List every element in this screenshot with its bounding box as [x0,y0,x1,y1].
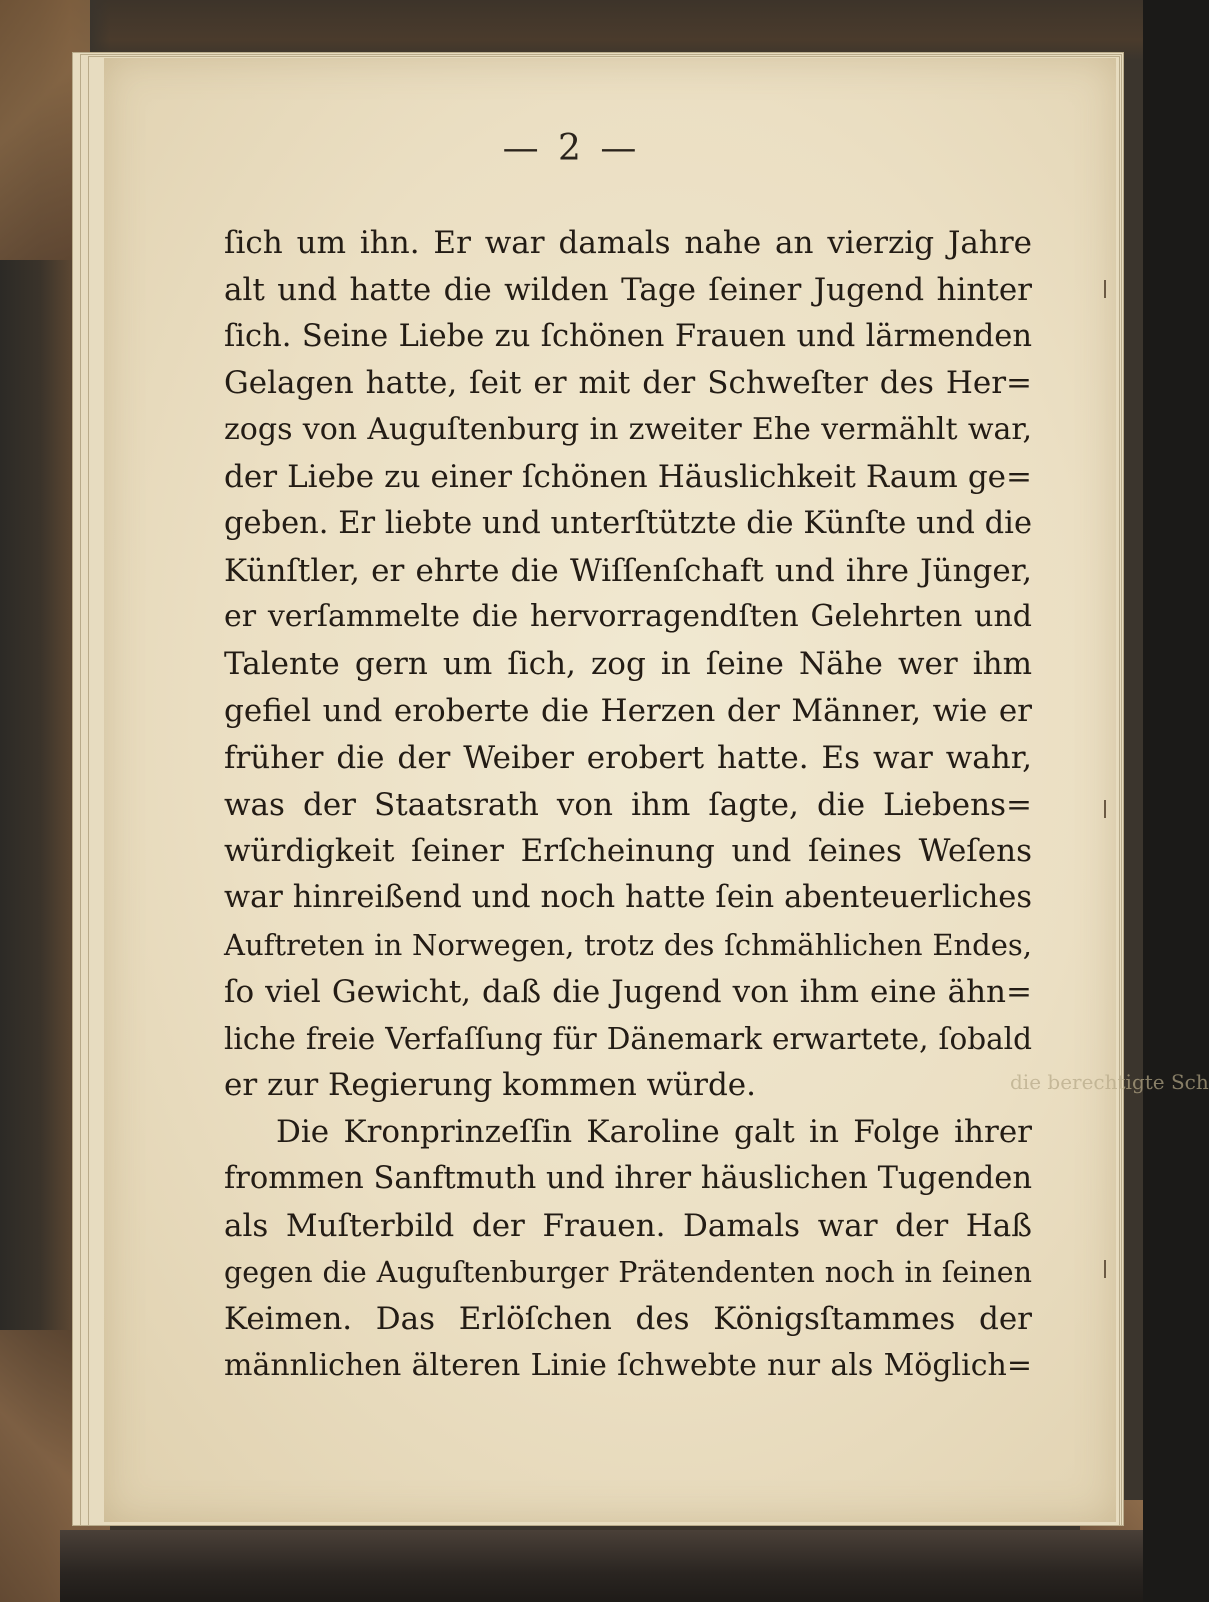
text-line: Keimen. Das Erlöſchen des Königsſtammes der [224,1301,1032,1338]
text-line: gegen die Auguſtenburger Prätendenten noch in ſeinen [224,1255,1032,1289]
text-line: Gelagen hatte, ſeit er mit der Schweſter des Her= [224,365,1032,402]
text-line: was der Staatsrath von ihm ſagte, die Liebens= [224,786,1032,823]
text-line: früher die der Weiber erobert hatte. Es war wahr, [224,739,1032,776]
page-number: — 2 — [502,128,641,169]
binding-thread [1104,1260,1106,1278]
text-line: als Muſterbild der Frauen. Damals war der Haß [224,1207,1032,1244]
text-line: ſich. Seine Liebe zu ſchönen Frauen und lärmenden [224,318,1032,354]
text-line: frommen Sanftmuth und ihrer häuslichen Tugenden [224,1160,1032,1196]
text-line: ſo viel Gewicht, daß die Jugend von ihm eine ähn= [224,973,1032,1010]
text-line: alt und hatte die wilden Tage ſeiner Jugend hinter [224,271,1032,308]
text-line: Künſtler, er ehrte die Wiſſenſchaft und ihre Jünger, [224,552,1032,589]
text-line: ſich um ihn. Er war damals nahe an vierzig Jahre [224,225,1032,261]
text-line: der Liebe zu einer ſchönen Häuslichkeit Raum ge= [224,458,1032,495]
body-text [224,220,1032,1390]
bleed-through-text: die berechtigte Sch [1010,1070,1209,1094]
binding-thread [1104,280,1106,298]
text-line: zogs von Auguſtenburg in zweiter Ehe vermählt war, [224,412,1032,448]
text-line: Auftreten in Norwegen, trotz des ſchmählichen Endes, [224,927,1032,962]
text-line: war hinreißend und noch hatte ſein abenteuerliches [224,880,1032,916]
cover-bottom-edge [60,1530,1143,1602]
text-line: würdigkeit ſeiner Erſcheinung und ſeines Weſens [224,833,1032,870]
text-line: liche freie Verfaſſung für Dänemark erwartete, ſobald [224,1021,1032,1056]
text-line: gefiel und eroberte die Herzen der Männer, wie er [224,692,1032,729]
text-line: Die Kronprinzeſſin Karoline galt in Folge ihrer [276,1114,1032,1151]
text-line: er zur Regierung kommen würde. [224,1067,756,1104]
text-line: Talente gern um ſich, zog in ſeine Nähe wer ihm [224,646,1032,683]
text-line: er verſammelte die hervorragendſten Gelehrten und [224,599,1032,635]
text-line: männlichen älteren Linie ſchwebte nur als Möglich= [224,1348,1032,1384]
text-line: geben. Er liebte und unterſtützte die Künſte und die [224,505,1032,541]
binding-thread [1104,800,1106,818]
